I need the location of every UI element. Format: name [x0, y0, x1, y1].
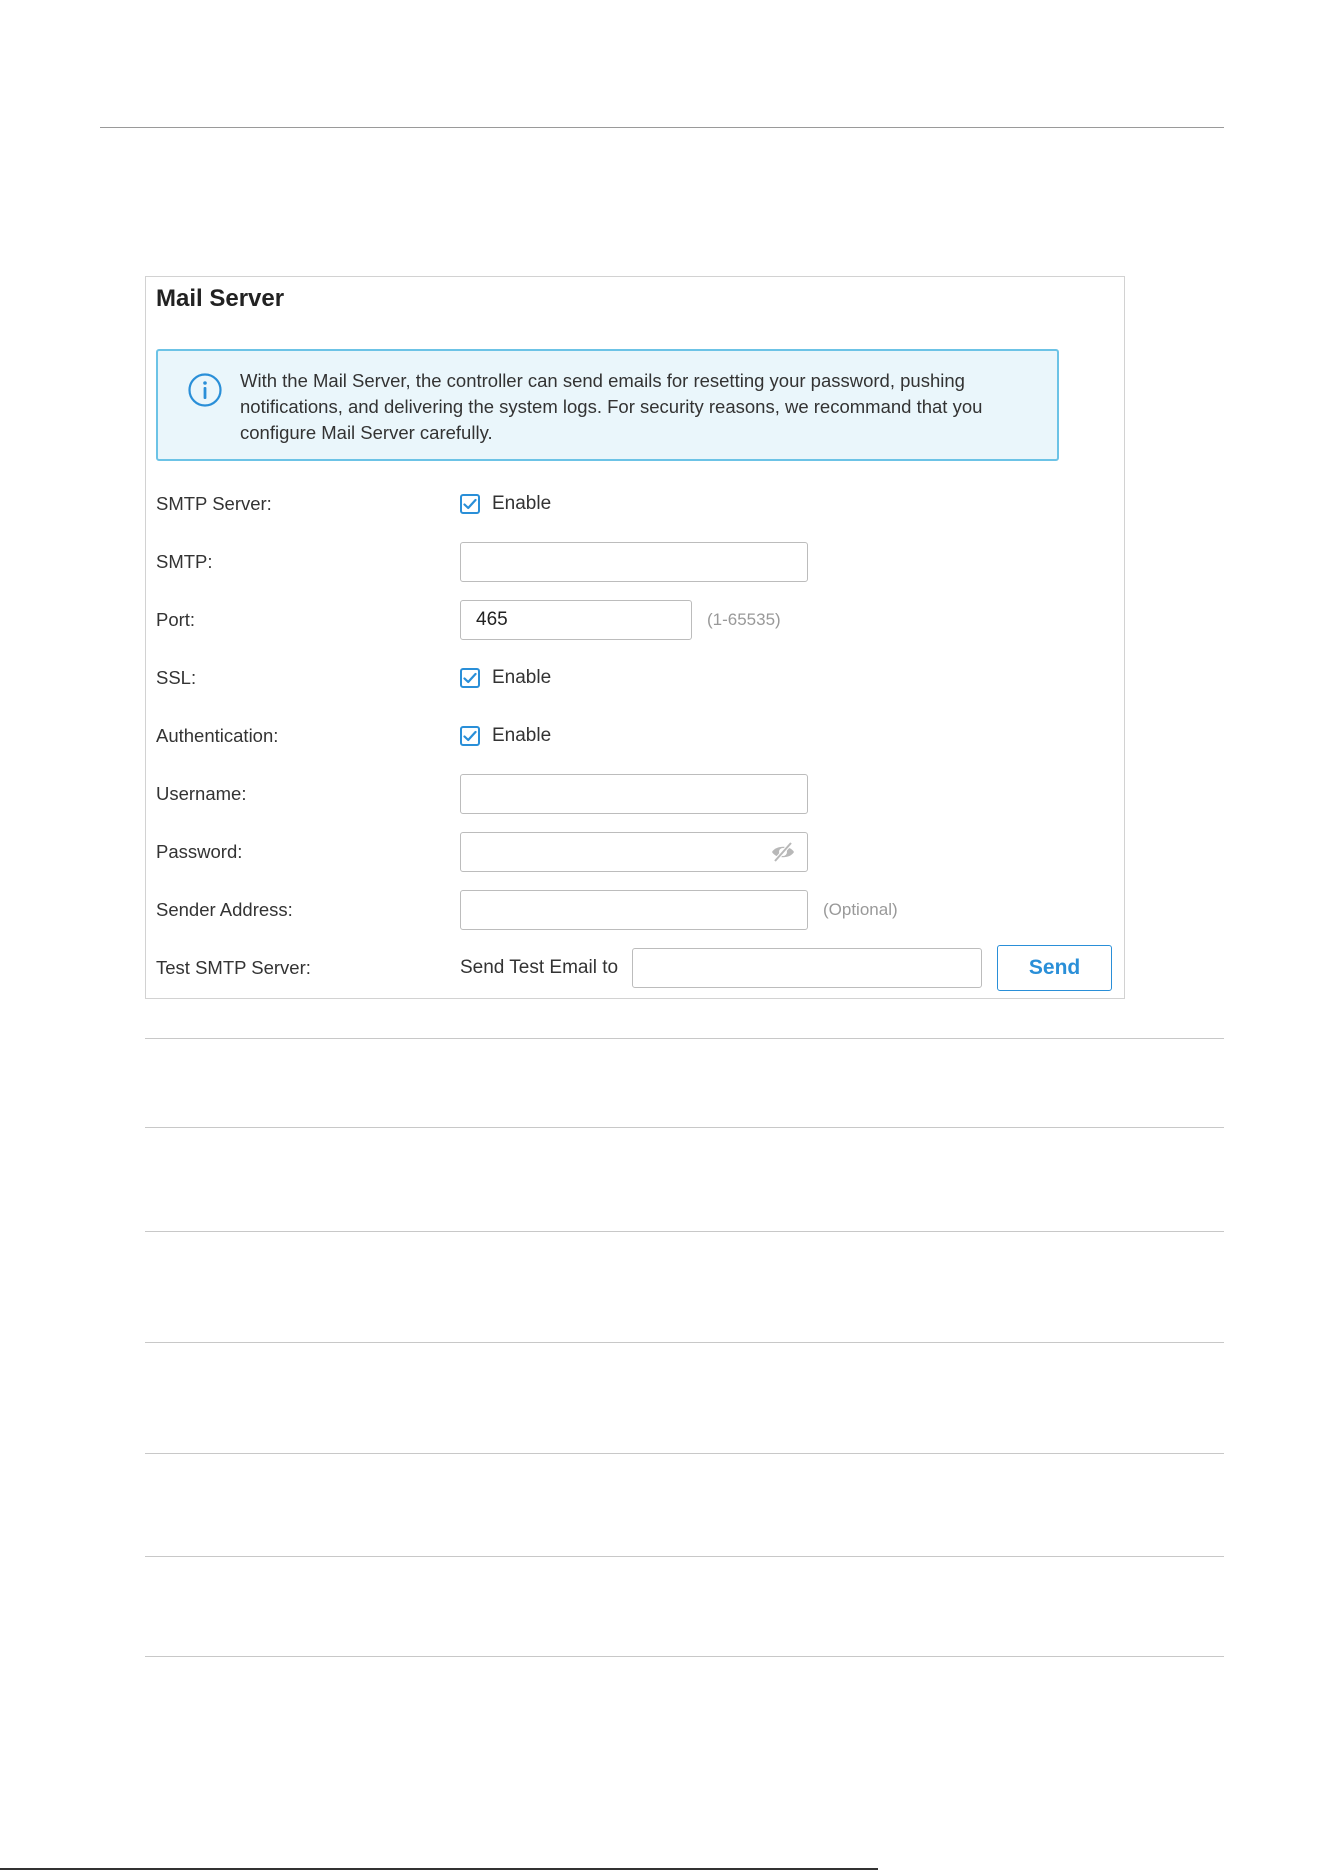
username-label: Username:	[156, 783, 247, 804]
divider-1	[145, 1038, 1224, 1039]
divider-3	[145, 1231, 1224, 1232]
divider-5	[145, 1453, 1224, 1454]
row-port	[146, 599, 1124, 641]
divider-6	[145, 1556, 1224, 1557]
authentication-enable-toggle[interactable]	[460, 725, 551, 747]
sender-address-label: Sender Address:	[156, 899, 293, 920]
info-notice	[156, 349, 1059, 461]
test-email-input[interactable]	[632, 948, 982, 988]
port-range-hint: (1-65535)	[707, 610, 781, 629]
row-username	[146, 773, 1124, 815]
bottom-rule	[0, 1868, 878, 1870]
smtp-server-label: SMTP Server:	[156, 493, 272, 514]
row-ssl	[146, 657, 1124, 699]
password-input[interactable]	[460, 832, 808, 872]
authentication-checkbox[interactable]	[460, 726, 480, 746]
smtp-server-enable-toggle[interactable]	[460, 493, 551, 515]
port-input[interactable]	[460, 600, 692, 640]
eye-slash-icon[interactable]	[770, 841, 796, 863]
username-input[interactable]	[460, 774, 808, 814]
divider-2	[145, 1127, 1224, 1128]
authentication-label: Authentication:	[156, 725, 279, 746]
divider-7	[145, 1656, 1224, 1657]
ssl-label: SSL:	[156, 667, 197, 688]
sender-address-input[interactable]	[460, 890, 808, 930]
info-circle-icon	[186, 371, 224, 409]
ssl-checkbox[interactable]	[460, 668, 480, 688]
row-smtp	[146, 541, 1124, 583]
check-icon	[463, 672, 477, 684]
smtp-input[interactable]	[460, 542, 808, 582]
send-test-email-label: Send Test Email to	[460, 957, 619, 978]
row-password	[146, 831, 1124, 873]
password-field	[460, 832, 808, 872]
smtp-label: SMTP:	[156, 551, 213, 572]
mail-server-panel	[145, 276, 1125, 999]
smtp-server-enable-label: Enable	[492, 493, 552, 514]
password-label: Password:	[156, 841, 243, 862]
authentication-enable-label: Enable	[492, 725, 552, 746]
smtp-server-checkbox[interactable]	[460, 494, 480, 514]
check-icon	[463, 498, 477, 510]
test-smtp-server-label: Test SMTP Server:	[156, 957, 311, 978]
ssl-enable-label: Enable	[492, 667, 552, 688]
send-button[interactable]: Send	[997, 945, 1112, 991]
check-icon	[463, 730, 477, 742]
row-authentication	[146, 715, 1124, 757]
info-text: With the Mail Server, the controller can send emails for resetting your password, pushing notifications, and delivering the system logs. For security reasons, we recommand that you configure Mail Server carefully.	[240, 370, 983, 443]
row-sender-address	[146, 889, 1124, 931]
port-label: Port:	[156, 609, 196, 630]
panel-title: Mail Server	[156, 285, 285, 312]
ssl-enable-toggle[interactable]	[460, 667, 551, 689]
row-test-smtp-server	[146, 947, 1124, 989]
top-divider	[100, 127, 1224, 128]
sender-address-optional-hint: (Optional)	[823, 900, 898, 919]
divider-4	[145, 1342, 1224, 1343]
row-smtp-server	[146, 483, 1124, 525]
